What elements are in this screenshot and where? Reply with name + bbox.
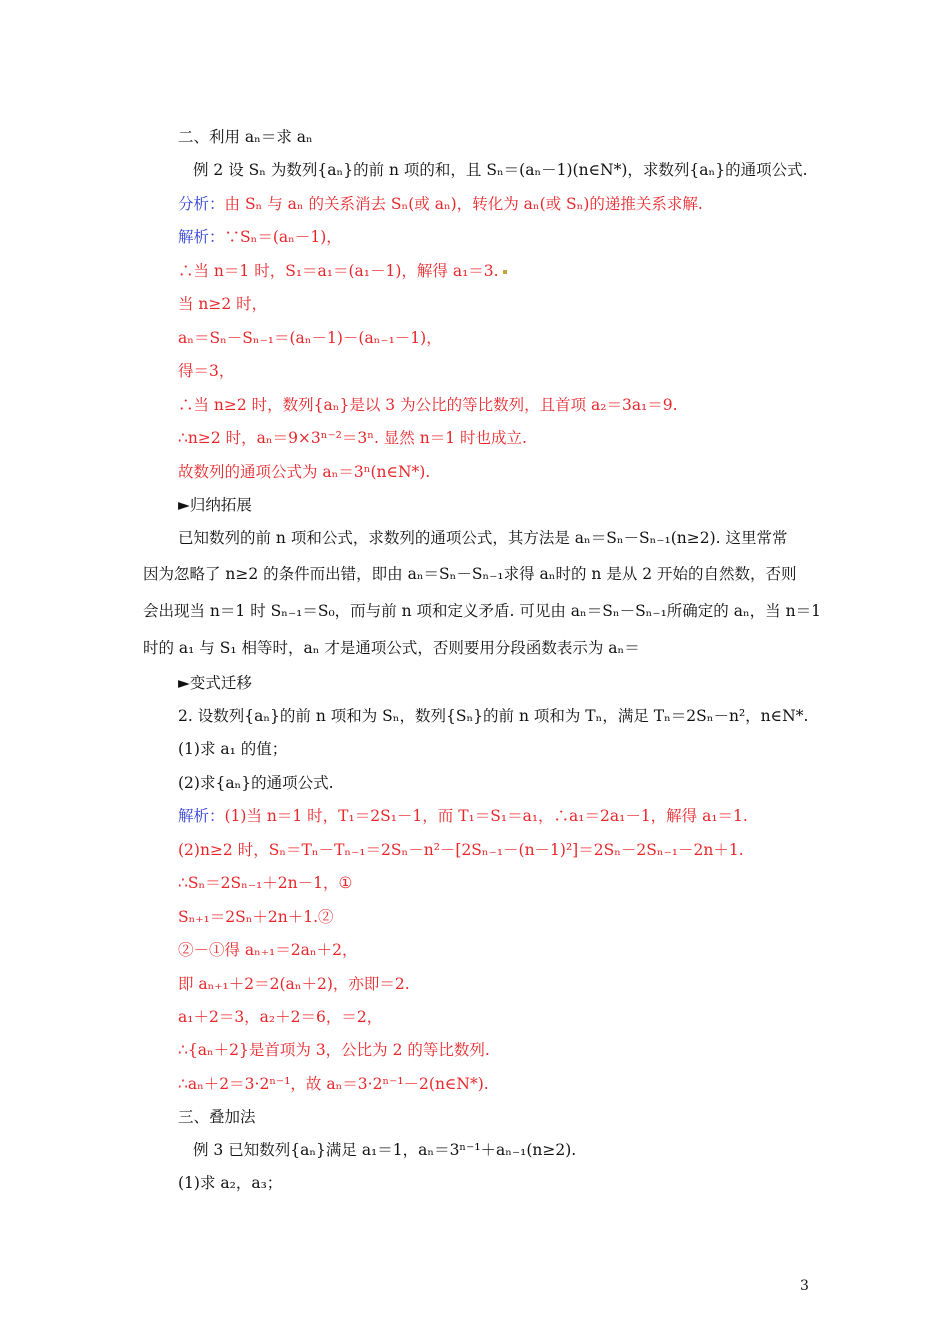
example-2-statement: 例 2 设 Sₙ 为数列{aₙ}的前 n 项的和，且 Sₙ＝(aₙ－1)(n∈N*)，求数列{aₙ}的通项公式. (193, 161, 808, 179)
exercise-2-part-2: (2)求{aₙ}的通项公式. (178, 774, 334, 792)
solution-step: 即 aₙ₊₁＋2＝2(aₙ＋2)，亦即＝2. (178, 975, 410, 993)
solution-label: 解析： (178, 807, 225, 825)
mark-dot-icon (503, 270, 507, 274)
solution-step: ②－①得 aₙ₊₁＝2aₙ＋2， (178, 941, 358, 959)
solution-label: 解析： (178, 228, 225, 246)
page-number: 3 (800, 1278, 809, 1294)
solution-conclusion: ∴aₙ＋2＝3·2ⁿ⁻¹，故 aₙ＝3·2ⁿ⁻¹－2(n∈N*). (178, 1075, 489, 1093)
solution-conclusion: 故数列的通项公式为 aₙ＝3ⁿ(n∈N*). (178, 463, 431, 481)
variant-heading: ►变式迁移 (178, 674, 252, 692)
solution-step: ∴当 n＝1 时，S₁＝a₁＝(a₁－1)，解得 a₁＝3. (178, 261, 507, 281)
section-heading-2: 二、利用 aₙ＝求 aₙ (178, 128, 313, 146)
summary-paragraph-line: 已知数列的前 n 项和公式，求数列的通项公式，其方法是 aₙ＝Sₙ－Sₙ₋₁(n≥2). 这里常常 (178, 529, 788, 547)
solution-text: ∵Sₙ＝(aₙ－1)， (224, 228, 342, 246)
example-3-part-1: (1)求 a₂，a₃； (178, 1174, 283, 1192)
analysis-label: 分析： (178, 195, 225, 213)
solution-line-2 (178, 806, 748, 826)
solution-step: 当 n≥2 时， (178, 295, 268, 313)
analysis-line (178, 194, 703, 214)
solution-step: aₙ＝Sₙ－Sₙ₋₁＝(aₙ－1)－(aₙ₋₁－1)， (178, 329, 442, 347)
solution-line-1 (178, 227, 342, 247)
analysis-text: 由 Sₙ 与 aₙ 的关系消去 Sₙ(或 aₙ)，转化为 aₙ(或 Sₙ)的递推关系求解. (224, 195, 703, 213)
exercise-2-part-1: (1)求 a₁ 的值； (178, 740, 288, 758)
solution-step: a₁＋2＝3，a₂＋2＝6，＝2， (178, 1008, 383, 1026)
section-heading-3: 三、叠加法 (178, 1108, 256, 1126)
solution-step: ∴{aₙ＋2}是首项为 3，公比为 2 的等比数列. (178, 1041, 490, 1059)
solution-step: 得＝3， (178, 362, 235, 380)
summary-heading: ►归纳拓展 (178, 496, 252, 514)
solution-step: (2)n≥2 时，Sₙ＝Tₙ－Tₙ₋₁＝2Sₙ－n²－[2Sₙ₋₁－(n－1)²]＝2Sₙ－2Sₙ₋₁－2n＋1. (178, 841, 744, 859)
summary-paragraph-line: 因为忽略了 n≥2 的条件而出错，即由 aₙ＝Sₙ－Sₙ₋₁求得 aₙ时的 n 是从 2 开始的自然数，否则 (143, 565, 797, 583)
solution-step: ∴n≥2 时，aₙ＝9×3ⁿ⁻²＝3ⁿ. 显然 n＝1 时也成立. (178, 429, 527, 447)
solution-step: ∴Sₙ＝2Sₙ₋₁＋2n－1，① (178, 874, 353, 892)
summary-paragraph-line: 时的 a₁ 与 S₁ 相等时，aₙ 才是通项公式，否则要用分段函数表示为 aₙ＝ (143, 639, 640, 657)
solution-step: Sₙ₊₁＝2Sₙ＋2n＋1.② (178, 908, 334, 926)
exercise-2-statement: 2. 设数列{aₙ}的前 n 项和为 Sₙ，数列{Sₙ}的前 n 项和为 Tₙ，满足 Tₙ＝2Sₙ－n²，n∈N*. (178, 707, 809, 725)
solution-text: (1)当 n＝1 时，T₁＝2S₁－1，而 T₁＝S₁＝a₁，∴a₁＝2a₁－1，解得 a₁＝1. (224, 807, 748, 825)
example-3-statement: 例 3 已知数列{aₙ}满足 a₁＝1，aₙ＝3ⁿ⁻¹＋aₙ₋₁(n≥2). (193, 1141, 577, 1159)
summary-paragraph-line: 会出现当 n＝1 时 Sₙ₋₁＝S₀，而与前 n 项和定义矛盾. 可见由 aₙ＝Sₙ－Sₙ₋₁所确定的 aₙ，当 n＝1 (143, 602, 821, 620)
solution-step: ∴当 n≥2 时，数列{aₙ}是以 3 为公比的等比数列，且首项 a₂＝3a₁＝9. (178, 396, 678, 414)
